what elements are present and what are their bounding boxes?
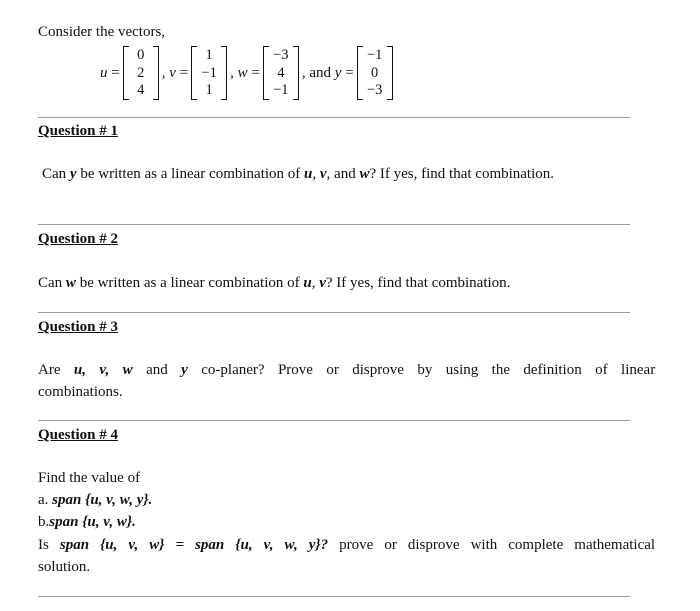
- divider: [38, 117, 630, 118]
- divider: [38, 312, 630, 313]
- v-entry: 1: [205, 47, 213, 63]
- question-1-text: Can y be written as a linear combination of u, v, and w? If yes, find that combination.: [42, 166, 555, 182]
- divider: [38, 420, 630, 421]
- question-4-title: Question # 4: [38, 427, 119, 443]
- u-entry: 4: [137, 82, 145, 98]
- vector-v: [191, 46, 227, 100]
- vector-definitions: u = 0 2 4 , v = 1 −1 1 , w = −3 4 −1 , and y = −1 0 −3: [100, 45, 396, 101]
- w-entry: −1: [273, 82, 289, 98]
- vector-v-label: v: [169, 64, 176, 81]
- vector-u: [123, 46, 159, 100]
- divider: [38, 224, 630, 225]
- question-2-title: Question # 2: [38, 231, 119, 247]
- vector-u-label: u: [100, 64, 108, 81]
- question-4-part-b: b.span {u, v, w}.: [38, 514, 136, 530]
- question-4-part-a: a. span {u, v, w, y}.: [38, 492, 153, 508]
- v-entry: −1: [201, 64, 217, 81]
- vector-y: [357, 46, 393, 100]
- y-entry: −1: [366, 47, 383, 63]
- question-4-intro: Find the value of: [38, 470, 141, 486]
- w-entry: −3: [273, 47, 289, 63]
- question-2-text: Can w be written as a linear combination of u, v? If yes, find that combination.: [38, 275, 511, 291]
- vector-y-label: y: [334, 64, 342, 81]
- and-text: and: [309, 64, 332, 81]
- intro-text: Consider the vectors,: [38, 24, 166, 40]
- question-4-line-3: Is span {u, v, w} = span {u, v, w, y}? prove or disprove with complete mathematical: [38, 537, 656, 553]
- vector-w: [263, 46, 299, 100]
- v-entry: 1: [205, 82, 213, 98]
- vector-w-label: w: [237, 64, 248, 81]
- question-4-line-4: solution.: [38, 559, 91, 575]
- divider: [38, 596, 630, 597]
- w-entry: 4: [277, 64, 285, 81]
- question-3-line-2: combinations.: [38, 384, 123, 400]
- y-entry: 0: [371, 64, 379, 81]
- question-3-line-1: Are u, v, w and y co-planer? Prove or disprove by using the definition of linear: [38, 362, 656, 378]
- question-3-title: Question # 3: [38, 319, 119, 335]
- question-1-title: Question # 1: [38, 123, 119, 139]
- y-entry: −3: [366, 82, 383, 98]
- u-entry: 0: [137, 47, 145, 63]
- u-entry: 2: [137, 64, 145, 81]
